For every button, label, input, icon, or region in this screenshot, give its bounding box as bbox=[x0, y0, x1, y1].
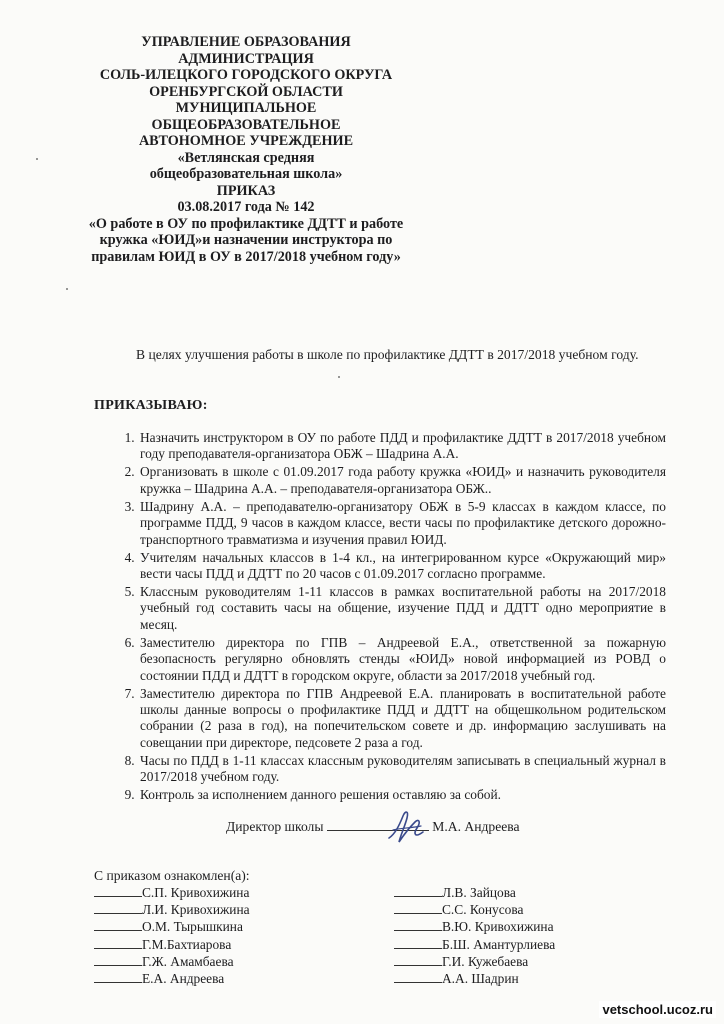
signature-blank bbox=[394, 970, 442, 983]
acknowledger-name: Г.Ж. Амамбаева bbox=[142, 953, 234, 969]
signature-blank bbox=[394, 953, 442, 966]
acknowledger-name: О.М. Тырышкина bbox=[142, 919, 243, 935]
signature-blank bbox=[94, 936, 142, 949]
order-item: 4. Учителям начальных классов в 1-4 кл., на интегрированном курсе «Окружающий мир» вести часы ПДД и ДДТТ по 20 часов с 01.09.2017 согласно программе. bbox=[138, 550, 666, 583]
decree-heading: ПРИКАЗЫВАЮ: bbox=[94, 398, 208, 413]
signer-position: Директор школы bbox=[226, 819, 324, 834]
acknowledger-name: Е.А. Андреева bbox=[142, 971, 225, 987]
header-line: общеобразовательная школа» bbox=[149, 166, 343, 182]
header-line: «Ветлянская средняя bbox=[177, 149, 315, 166]
acknowledgement-row bbox=[94, 970, 250, 987]
acknowledger-name: С.С. Конусова bbox=[442, 902, 524, 918]
signature-blank bbox=[94, 918, 142, 931]
signature-blank bbox=[394, 901, 442, 914]
header-line: ОРЕНБУРГСКОЙ ОБЛАСТИ bbox=[149, 83, 343, 100]
acknowledgement-row bbox=[94, 918, 250, 935]
acknowledgement-right-column bbox=[394, 884, 555, 987]
handwritten-signature-icon bbox=[385, 808, 429, 848]
header-line: АВТОНОМНОЕ УЧРЕЖДЕНИЕ bbox=[138, 133, 354, 149]
document-type: ПРИКАЗ bbox=[216, 182, 276, 199]
order-item: 9. Контроль за исполнением данного решения оставляю за собой. bbox=[138, 787, 666, 803]
acknowledger-name: В.Ю. Кривохижина bbox=[442, 919, 554, 935]
acknowledger-name: С.П. Кривохижина bbox=[142, 885, 250, 900]
scan-speck bbox=[36, 158, 38, 160]
order-item: 5. Классным руководителям 1-11 классов в рамках воспитательной работы на 2017/2018 учебный год составить часы на общение, изучение ПДД и ДДТТ одно мероприятие в месяц. bbox=[138, 584, 666, 633]
document-subject-line: «О работе в ОУ по профилактике ДДТТ и работе bbox=[88, 215, 404, 232]
acknowledger-name: Л.В. Зайцова bbox=[442, 885, 516, 900]
acknowledger-name: А.А. Шадрин bbox=[442, 971, 519, 987]
header-line: СОЛЬ-ИЛЕЦКОГО ГОРОДСКОГО ОКРУГА bbox=[99, 67, 393, 83]
order-item: 3. Шадрину А.А. – преподавателю-организатору ОБЖ в 5-9 классах в каждом классе, по программе ПДД, 9 часов в каждом классе, вести часы по профилактике детского дорожно-транспортного травматизма и изучения правил ЮИД. bbox=[138, 499, 666, 548]
acknowledgement-row bbox=[94, 884, 250, 901]
header-line: УПРАВЛЕНИЕ ОБРАЗОВАНИЯ bbox=[141, 34, 351, 50]
acknowledgement-row bbox=[394, 918, 555, 935]
order-item: 2. Организовать в школе с 01.09.2017 года работу кружка «ЮИД» и назначить руководителя кружка – Шадрина А.А. – преподавателя-организатора ОБЖ.. bbox=[138, 464, 666, 497]
header-line: МУНИЦИПАЛЬНОЕ bbox=[175, 100, 317, 116]
acknowledgement-row bbox=[394, 970, 555, 987]
signature-blank bbox=[94, 884, 142, 897]
acknowledger-name: Г.М.Бахтиарова bbox=[142, 936, 232, 952]
signer-name: М.А. Андреева bbox=[432, 819, 520, 834]
document-subject-line: правилам ЮИД в ОУ в 2017/2018 учебном году» bbox=[91, 248, 401, 265]
acknowledgement-row bbox=[394, 936, 555, 953]
signature-block bbox=[226, 818, 586, 835]
acknowledgement-left-column bbox=[94, 884, 250, 987]
signature-blank bbox=[394, 936, 442, 949]
acknowledgement-row bbox=[394, 953, 555, 970]
signature-line bbox=[327, 818, 429, 831]
site-watermark: vetschool.ucoz.ru bbox=[599, 1001, 716, 1018]
document-header bbox=[70, 34, 422, 265]
acknowledger-name: Б.Ш. Амантурлиева bbox=[442, 936, 556, 952]
acknowledgement-row bbox=[94, 953, 250, 970]
acknowledgement-row bbox=[394, 884, 555, 901]
order-item: 7. Заместителю директора по ГПВ Андреевой Е.А. планировать в воспитательной работе школы данные вопросы о профилактике ПДД и ДДТТ на общешкольном родительском собрании (2 раза в год), на попечительском совете и др. информацию заслушивать на совещании при директоре, педсовете 2 раза а год. bbox=[138, 686, 666, 752]
signature-blank bbox=[94, 970, 142, 983]
acknowledgement-title: С приказом ознакомлен(а): bbox=[94, 868, 250, 883]
scan-speck bbox=[66, 288, 68, 290]
order-item: 8. Часы по ПДД в 1-11 классах классным руководителям записывать в специальный журнал в 2017/2018 учебном году. bbox=[138, 753, 666, 786]
intro-paragraph: В целях улучшения работы в школе по профилактике ДДТТ в 2017/2018 учебном году. bbox=[136, 347, 639, 362]
document-date-number: 03.08.2017 года № 142 bbox=[177, 199, 315, 215]
acknowledgement-row bbox=[394, 901, 555, 918]
header-line: АДМИНИСТРАЦИЯ bbox=[178, 50, 314, 67]
scan-speck bbox=[338, 376, 340, 378]
order-item: 6. Заместителю директора по ГПВ – Андреевой Е.А., ответственной за пожарную безопасность регулярно обновлять стенды «ЮИД» новой информацией из РОВД о состоянии ПДД и ДДТТ в городском округе, области за 2017/2018 учебный год. bbox=[138, 635, 666, 684]
acknowledger-name: Л.И. Кривохижина bbox=[142, 902, 250, 918]
signature-blank bbox=[94, 901, 142, 914]
order-item: 1. Назначить инструктором в ОУ по работе ПДД и профилактике ДДТТ в 2017/2018 учебном году преподавателя-организатора ОБЖ – Шадрина А.А. bbox=[138, 430, 666, 463]
acknowledgement-row bbox=[94, 901, 250, 918]
signature-blank bbox=[394, 884, 442, 897]
header-line: ОБЩЕОБРАЗОВАТЕЛЬНОЕ bbox=[151, 116, 341, 133]
order-items-list bbox=[94, 430, 666, 805]
acknowledger-name: Г.И. Кужебаева bbox=[442, 953, 529, 969]
acknowledgement-row bbox=[94, 936, 250, 953]
document-subject-line: кружка «ЮИД»и назначении инструктора по bbox=[99, 232, 393, 248]
signature-blank bbox=[394, 918, 442, 931]
signature-blank bbox=[94, 953, 142, 966]
